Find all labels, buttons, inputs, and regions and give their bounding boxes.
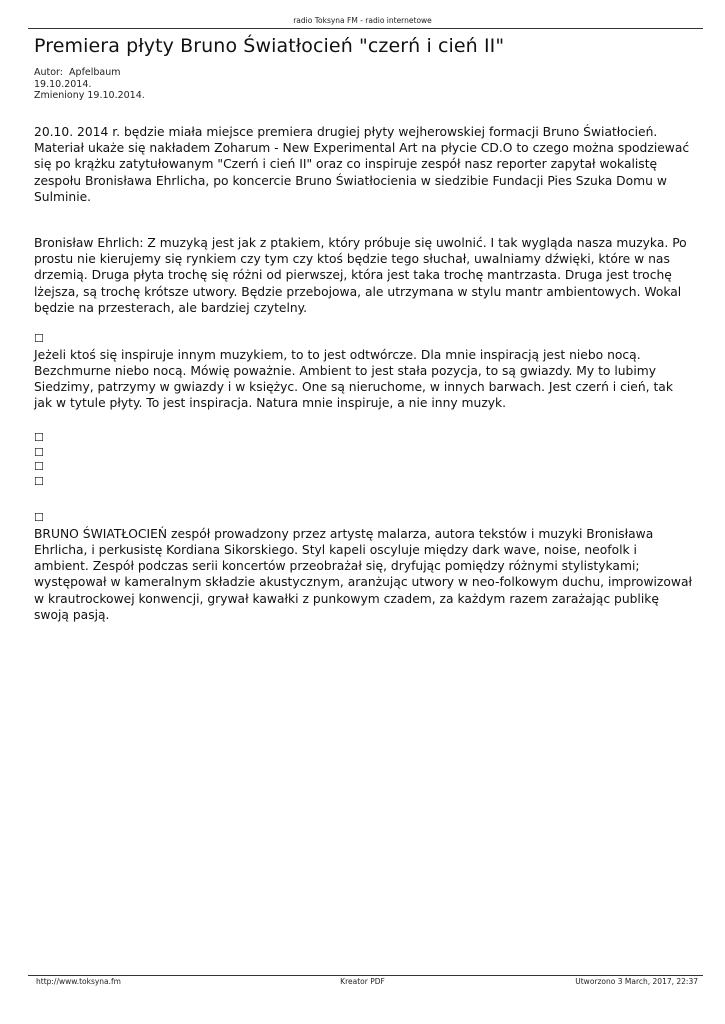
modified-date: Zmieniony 19.10.2014. (34, 90, 145, 101)
footer-url-link[interactable]: http://www.toksyna.fm (36, 977, 121, 986)
site-footer (0, 977, 725, 989)
header-divider (28, 28, 703, 29)
footer-created-date: Utworzono 3 March, 2017, 22:37 (575, 977, 698, 986)
article-body (34, 124, 694, 623)
paragraph-interview: Bronisław Ehrlich: Z muzyką jest jak z ptakiem, który próbuje się uwolnić. I tak wygląda nasza muzyka. Po prostu nie kierujemy się rynkiem czy tym czy ktoś będzie tego słuchał, uwalniamy dźwięki, które w nas drzemią. Druga płyta trochę się różni od pierwszej, która jest taka trochę mantrzasta. Druga jest trochę lżejsza, są trochę krótsze utwory. Będzie przebojowa, ale utrzymana w stylu mantr ambientowych. Wokal będzie na przesterach, ale bardziej czytelny. (34, 236, 687, 315)
publish-date: 19.10.2014. (34, 78, 92, 90)
footer-divider (28, 975, 703, 976)
author-label: Autor: (34, 67, 63, 78)
footer-generator: Kreator PDF (340, 977, 385, 986)
article-meta (34, 67, 145, 102)
missing-image-icon: ☐ (34, 431, 44, 445)
missing-image-icon: ☐ (34, 474, 44, 488)
author-row (34, 67, 145, 79)
paragraph-inspiration: Jeżeli ktoś się inspiruje innym muzykiem, to to jest odtwórcze. Dla mnie inspiracją jest niebo nocą. Bezchmurne niebo nocą. Mówię poważnie. Ambient to jest stała pozycja, to są gwiazdy. My to lubimy Siedzimy, patrzymy w gwiazdy i w księżyc. One są nieruchome, w innych barwach. Jest czerń i cień, tak jak w tytule płyty. To jest inspiracja. Natura mnie inspiruje, a nie inny muzyk. (34, 347, 673, 411)
missing-image-icon: ☐ (34, 460, 44, 474)
paragraph-band-bio: BRUNO ŚWIATŁOCIEŃ zespół prowadzony przez artystę malarza, autora tekstów i muzyki Bronisława Ehrlicha, i perkusistę Kordiana Sikorskiego. Styl kapeli oscyluje między dark wave, noise, neofolk i ambient. Zespół podczas serii koncertów przeobrażał się, dryfując pomiędzy różnymi stylistykami; występował w kameralnym składzie akustycznym, aranżując utwory w neo-folkowym duchu, improwizował w krautrockowej konwencji, grywał kawałki z punkowym czadem, za każdym razem zarażając publikę swoją pasją. (34, 526, 692, 622)
site-header: radio Toksyna FM - radio internetowe (293, 16, 432, 25)
paragraph-intro: 20.10. 2014 r. będzie miała miejsce premiera drugiej płyty wejherowskiej formacji Bruno Światłocień. Materiał ukaże się nakładem Zoharum - New Experimental Art na płycie CD.O to czego można spodziewać się po krążku zatytułowanym "Czerń i cień II" oraz co inspiruje zespół nasz reporter zapytał wokalistę zespołu Bronisława Ehrlicha, po koncercie Bruno Światłocienia w siedzibie Fundacji Pies Szuka Domu w Sulminie. (34, 125, 690, 204)
article-title: Premiera płyty Bruno Światłocień "czerń i cień II" (34, 35, 505, 57)
missing-image-icon: ☐ (34, 511, 44, 525)
missing-image-icon: ☐ (34, 445, 44, 459)
missing-image-icon: ☐ (34, 332, 44, 346)
author-name: Apfelbaum (69, 67, 121, 78)
